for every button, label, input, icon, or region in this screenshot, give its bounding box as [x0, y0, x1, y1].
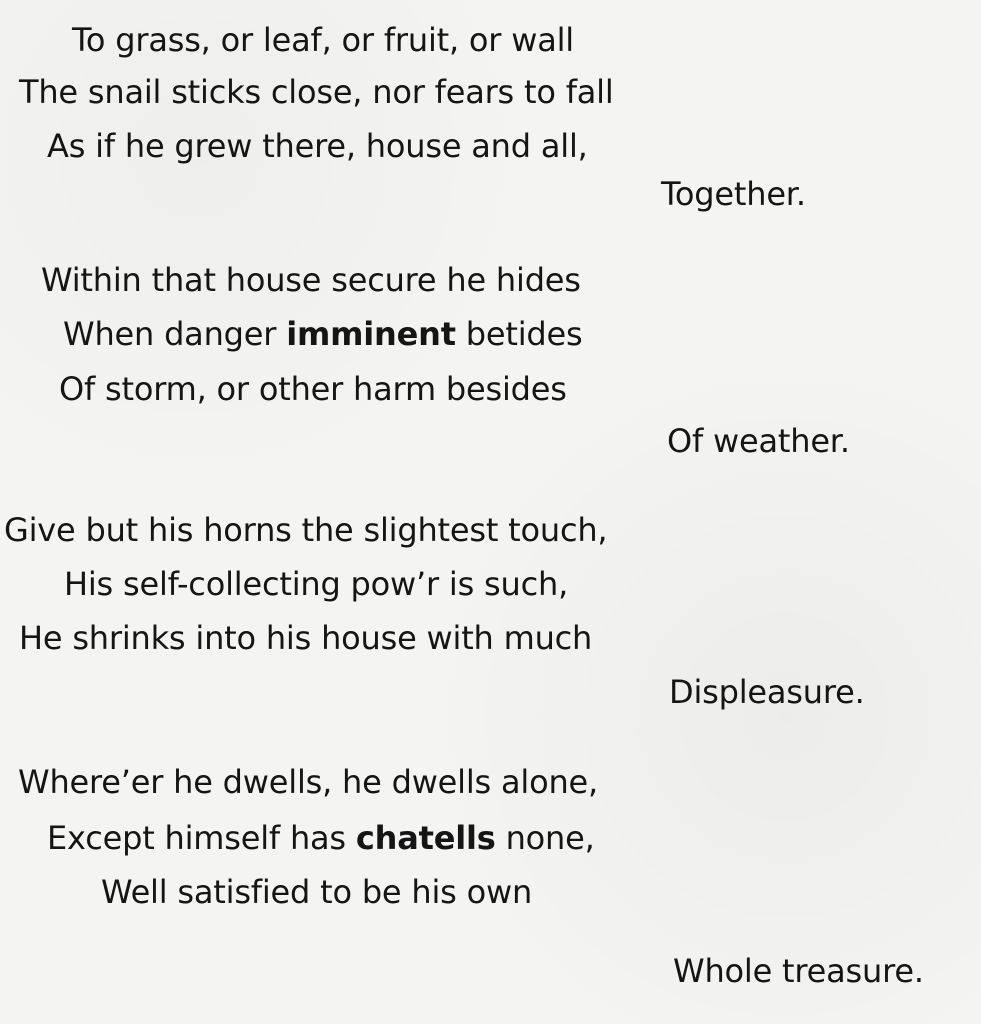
line-text-before-bold: When danger	[63, 315, 287, 353]
line-text-after-bold: none,	[495, 819, 595, 857]
line-text-after-bold: betides	[455, 315, 583, 353]
stanza-4-line-1: Where’er he dwells, he dwells alone,	[18, 763, 599, 801]
stanza-3-line-4: Displeasure.	[669, 673, 865, 711]
stanza-4-line-3: Well satisfied to be his own	[101, 873, 533, 911]
stanza-3-line-3: He shrinks into his house with much	[19, 619, 593, 657]
stanza-1-line-4: Together.	[661, 175, 806, 213]
stanza-1-line-1: To grass, or leaf, or fruit, or wall	[72, 21, 574, 59]
stanza-2-line-4: Of weather.	[667, 422, 850, 460]
stanza-2-line-3: Of storm, or other harm besides	[59, 370, 567, 408]
stanza-1-line-2: The snail sticks close, nor fears to fall	[19, 73, 614, 111]
line-text-before-bold: Except himself has	[47, 819, 356, 857]
bold-word-imminent: imminent	[286, 315, 456, 353]
stanza-2-line-1: Within that house secure he hides	[41, 261, 581, 299]
stanza-4-line-4: Whole treasure.	[673, 952, 924, 990]
stanza-1-line-3: As if he grew there, house and all,	[47, 127, 588, 165]
stanza-2-line-2	[63, 315, 583, 353]
stanza-3-line-1: Give but his horns the slightest touch,	[4, 511, 608, 549]
bold-word-chatells: chatells	[355, 819, 496, 857]
stanza-3-line-2: His self-collecting pow’r is such,	[64, 565, 569, 603]
stanza-4-line-2	[47, 819, 595, 857]
